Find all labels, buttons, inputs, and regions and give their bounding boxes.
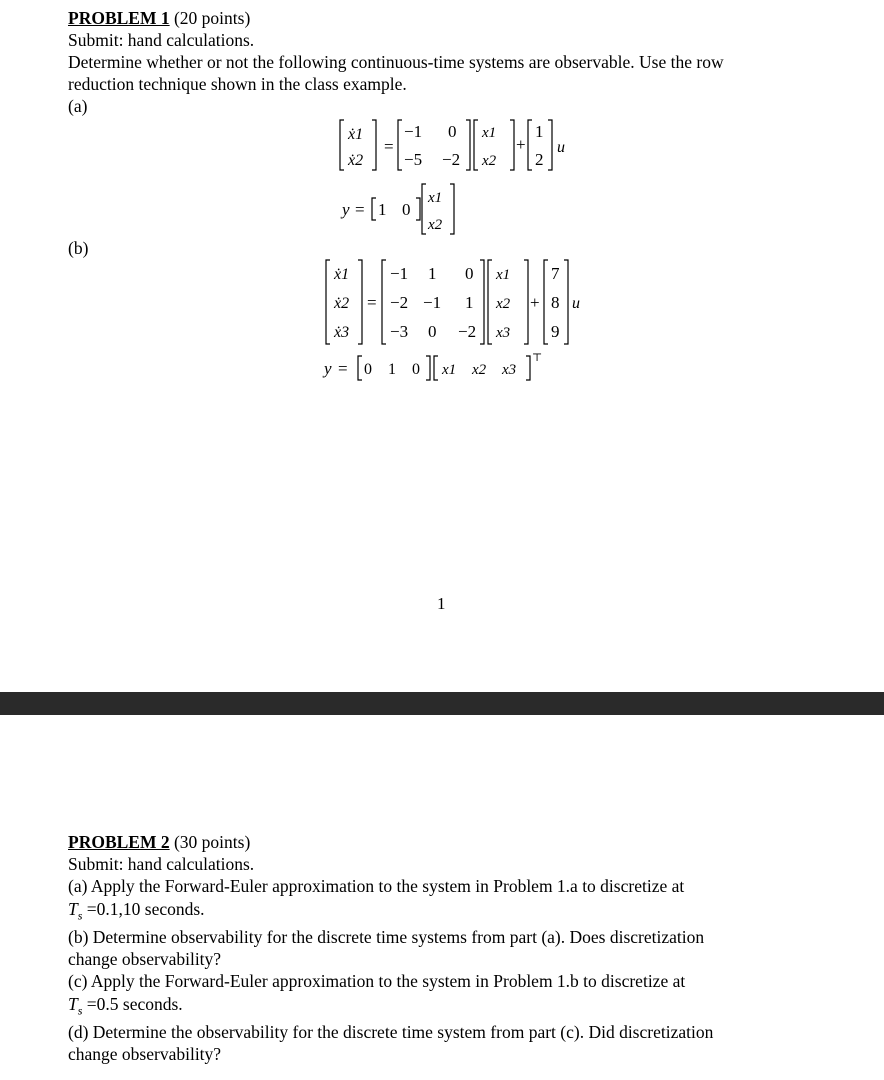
- eq-a-x-1: x1: [482, 125, 497, 141]
- problem1-desc-line2: reduction technique shown in the class example.: [68, 74, 407, 94]
- eq-a-B-2: 2: [535, 150, 544, 169]
- eq-b-y: y: [324, 359, 332, 378]
- eq-a-equals: =: [384, 137, 394, 156]
- eq-b-out-x-1: x1: [442, 362, 457, 378]
- equation-a-output: [338, 178, 478, 238]
- eq-b-B-3: 9: [551, 322, 560, 341]
- ts-sub-a: s: [77, 908, 83, 923]
- eq-a-y-equals: =: [355, 200, 365, 219]
- eq-b-C-1: 0: [364, 361, 372, 378]
- equation-a-state: [330, 112, 590, 178]
- eq-a-y: y: [342, 200, 350, 219]
- eq-a-out-x-1: x1: [428, 190, 443, 206]
- eq-b-A-13: 0: [465, 264, 474, 283]
- eq-b-C-2: 1: [388, 361, 396, 378]
- eq-b-B-2: 8: [551, 293, 560, 312]
- ts-symbol-c: T: [68, 994, 78, 1014]
- problem2-part-d-line1: (d) Determine the observability for the discrete time system from part (c). Did discretization: [68, 1022, 714, 1042]
- problem1-title: PROBLEM 1: [68, 8, 170, 28]
- problem2-heading: [68, 832, 250, 853]
- eq-b-plus: +: [530, 293, 540, 312]
- eq-b-x-1: x1: [496, 267, 511, 283]
- problem2-part-b-line1: (b) Determine observability for the discrete time systems from part (a). Does discretization: [68, 927, 705, 947]
- ts-sub-c: s: [77, 1003, 83, 1018]
- eq-a-lhs-2: ẋ2: [348, 152, 364, 169]
- problem1-part-b-label: (b): [68, 238, 89, 258]
- eq-b-A-23: 1: [465, 293, 474, 312]
- problem2-points: (30 points): [173, 832, 251, 852]
- eq-b-u: u: [572, 295, 580, 312]
- ts-value-a: =0.1,10: [86, 899, 141, 919]
- page-divider: [0, 692, 884, 715]
- ts-unit-c: seconds.: [122, 994, 183, 1014]
- problem2-part-a-ts: [68, 899, 205, 924]
- ts-value-c: =0.5: [86, 994, 119, 1014]
- eq-a-A-11: −1: [404, 122, 423, 141]
- equation-b-state: [320, 256, 600, 348]
- problem2-title: PROBLEM 2: [68, 832, 170, 852]
- eq-b-transpose: ⊤: [532, 352, 543, 364]
- eq-b-A-22: −1: [423, 293, 442, 312]
- eq-a-A-12: 0: [448, 122, 457, 141]
- eq-a-A-21: −5: [404, 150, 423, 169]
- eq-a-B-1: 1: [535, 122, 544, 141]
- eq-b-x-2: x2: [496, 296, 511, 312]
- ts-unit-a: seconds.: [144, 899, 205, 919]
- eq-b-lhs-3: ẋ3: [334, 324, 350, 341]
- eq-a-lhs-1: ẋ1: [348, 126, 364, 143]
- eq-a-A-22: −2: [442, 150, 461, 169]
- eq-b-x-3: x3: [496, 325, 511, 341]
- eq-b-A-31: −3: [390, 322, 409, 341]
- eq-a-plus: +: [516, 135, 526, 154]
- eq-b-out-x-2: x2: [472, 362, 487, 378]
- problem2-submit: Submit: hand calculations.: [68, 854, 255, 874]
- eq-a-out-x-2: x2: [428, 217, 443, 233]
- problem2-part-c-ts: [68, 994, 183, 1019]
- eq-b-y-equals: =: [338, 359, 348, 378]
- problem1-heading: [68, 8, 250, 29]
- problem1-desc-line1: Determine whether or not the following continuous-time systems are observable. Use the row: [68, 52, 724, 72]
- problem2-part-a-line1: (a) Apply the Forward-Euler approximation to the system in Problem 1.a to discretize at: [68, 876, 685, 896]
- eq-b-out-x-3: x3: [502, 362, 517, 378]
- eq-b-A-32: 0: [428, 322, 437, 341]
- eq-b-B-1: 7: [551, 264, 560, 283]
- problem2-part-b-line2: change observability?: [68, 949, 222, 969]
- problem1-submit: Submit: hand calculations.: [68, 30, 255, 50]
- problem2-part-c-line1: (c) Apply the Forward-Euler approximation to the system in Problem 1.b to discretize at: [68, 971, 686, 991]
- problem1-part-a-label: (a): [68, 96, 88, 116]
- eq-a-x-2: x2: [482, 153, 497, 169]
- problem2-part-d-line2: change observability?: [68, 1044, 222, 1064]
- equation-b-output: [322, 350, 552, 386]
- eq-a-C-1: 1: [378, 200, 387, 219]
- eq-b-A-33: −2: [458, 322, 477, 341]
- problem1-points: (20 points): [173, 8, 251, 28]
- ts-symbol-a: T: [68, 899, 78, 919]
- eq-b-A-11: −1: [390, 264, 409, 283]
- eq-a-C-2: 0: [402, 200, 411, 219]
- eq-b-equals: =: [367, 293, 377, 312]
- eq-a-u: u: [557, 139, 565, 156]
- eq-b-lhs-1: ẋ1: [334, 266, 350, 283]
- eq-b-lhs-2: ẋ2: [334, 295, 350, 312]
- eq-b-A-21: −2: [390, 293, 409, 312]
- eq-b-A-12: 1: [428, 264, 437, 283]
- page-number: 1: [437, 594, 446, 613]
- eq-b-C-3: 0: [412, 361, 420, 378]
